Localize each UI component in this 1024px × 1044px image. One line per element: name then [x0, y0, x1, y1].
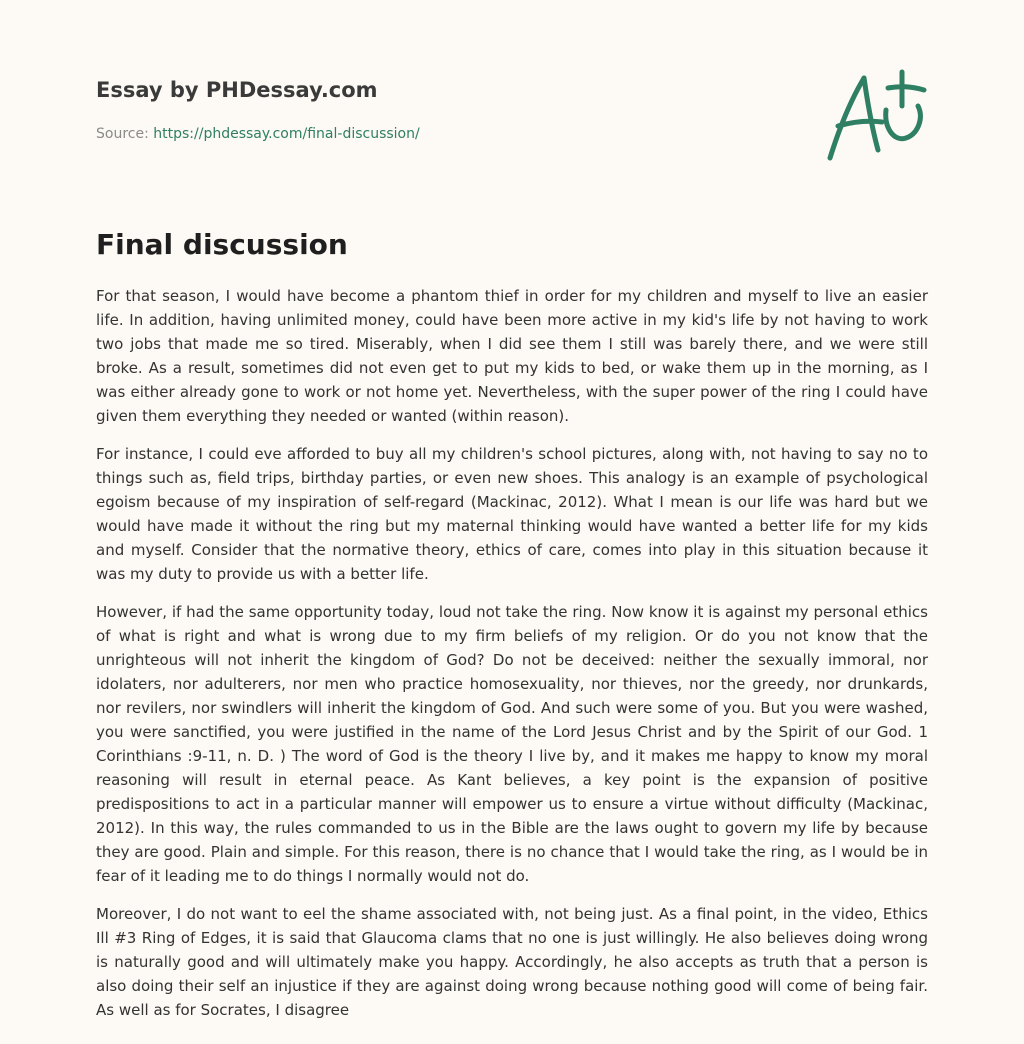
source-link[interactable]: https://phdessay.com/final-discussion/ — [153, 126, 420, 142]
essay-paragraph: Moreover, I do not want to eel the shame associated with, not being just. As a final point, in the video, Ethics Ill #3 Ring of Edges, it is said that Glaucoma clams that no one is just willingly. He also believes doing wrong is naturally good and will ultimately make you happy. Accordingly, he also accepts as truth that a person is also doing their self an injustice if they are against doing wrong because nothing good will come of being fair. As well as for Socrates, I disagree — [96, 905, 928, 1019]
source-label: Source: — [96, 126, 149, 142]
source-line — [96, 124, 420, 144]
essay-paragraph: However, if had the same opportunity today, loud not take the ring. Now know it is against my personal ethics of what is right and what is wrong due to my firm beliefs of my religion. Or do you not know that the unrighteous will not inherit the kingdom of God? Do not be deceived: neither the sexually immoral, nor idolaters, nor adulterers, nor men who practice homosexuality, nor thieves, nor the greedy, nor drunkards, nor revilers, nor swindlers will inherit the kingdom of God. And such were some of you. But you were washed, you were sanctified, you were justified in the name of the Lord Jesus Christ and by the Spirit of our God. 1 Corinthians :9-11, n. D. ) The word of God is the theory I live by, and it makes me happy to know my moral reasoning will result in eternal peace. As Kant believes, a key point is the expansion of positive predispositions to act in a particular manner will empower us to ensure a virtue without difficulty (Mackinac, 2012). In this way, the rules commanded to us in the Bible are the laws ought to govern my life by because they are good. Plain and simple. For this reason, there is no chance that I would take the ring, as I would be in fear of it leading me to do things I normally would not do. — [96, 603, 928, 885]
essay-paragraph: For that season, I would have become a phantom thief in order for my children and myself to live an easier life. In addition, having unlimited money, could have been more active in my kid's life by not having to work two jobs that made me so tired. Miserably, when I did see them I still was barely there, and we were still broke. As a result, sometimes did not even get to put my kids to bed, or wake them up in the morning, as I was either already gone to work or not home yet. Nevertheless, with the super power of the ring I could have given them everything they needed or wanted (within reason). — [96, 287, 928, 425]
grade-a-plus-logo — [820, 66, 930, 166]
essay-body — [96, 284, 928, 1036]
essay-title: Final discussion — [96, 228, 348, 261]
site-brand: Essay by PHDessay.com — [96, 78, 378, 102]
essay-paragraph: For instance, I could eve afforded to buy all my children's school pictures, along with, not having to say no to things such as, field trips, birthday parties, or even new shoes. This analogy is an example of psychological egoism because of my inspiration of self-regard (Mackinac, 2012). What I mean is our life was hard but we would have made it without the ring but my maternal thinking would have wanted a better life for my kids and myself. Consider that the normative theory, ethics of care, comes into play in this situation because it was my duty to provide us with a better life. — [96, 445, 928, 583]
